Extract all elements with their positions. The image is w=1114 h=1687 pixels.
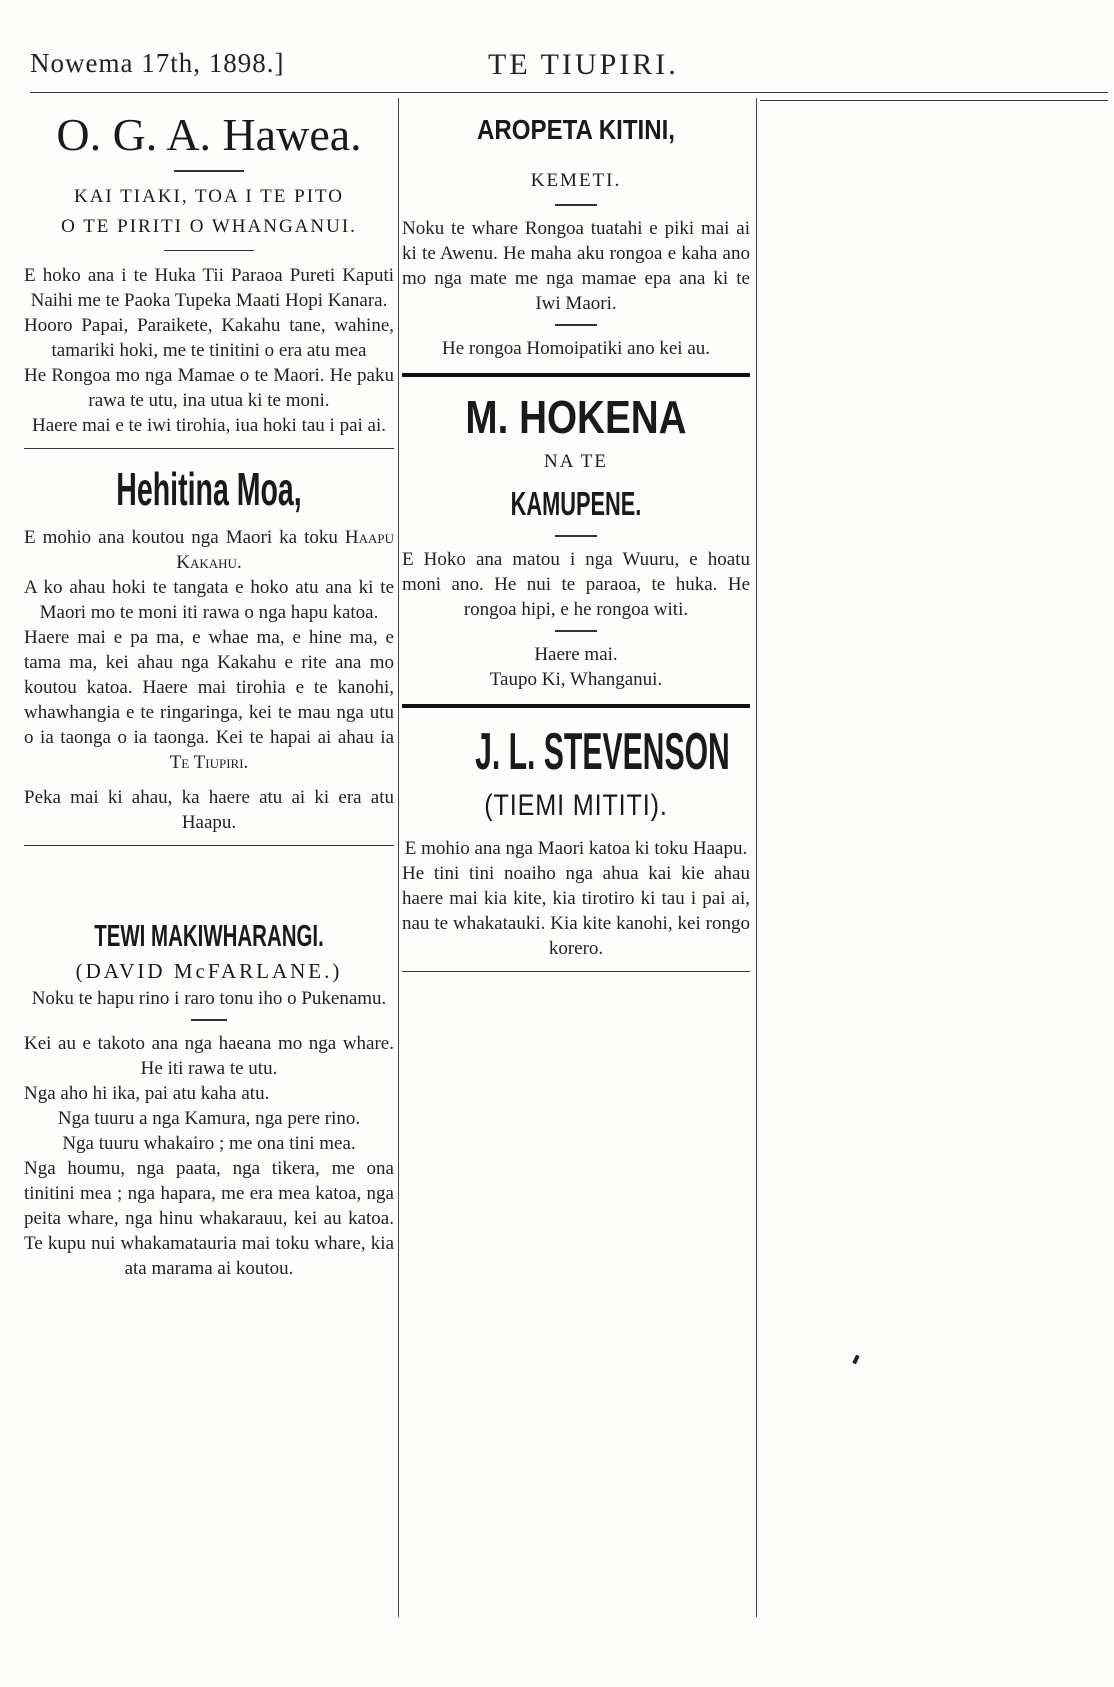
section-rule: [402, 704, 750, 708]
ad-stevenson-body: He tini tini noaiho nga ahua kai kie ahau haere mai kia kite, kia tirotiro ki tau i pai ai, nau te whakatauki. Kia kite kanohi, kei rongo korero.: [402, 863, 750, 959]
text-fragment: Haapu Kakahu: [176, 527, 394, 573]
section-rule: [402, 373, 750, 377]
text-fragment: .: [243, 752, 249, 773]
ad-hehitina-name: Hehitina Moa,: [116, 463, 302, 515]
ad-hokena-body: E Hoko ana matou i nga Wuuru, e hoatu moni ano. He nui te paraoa, te huka. He rongoa hipi, e he rongoa witi.: [402, 549, 750, 620]
ad-tewi-name: TEWI MAKIWHARANGI.: [94, 918, 324, 953]
section-rule: [402, 971, 750, 972]
ad-hawea-body: Hooro Papai, Paraikete, Kakahu tane, wahine, tamariki hoki, me te tinitini o era atu mea: [24, 315, 394, 361]
ad-hokena: [402, 389, 750, 692]
ad-hokena-name: M. HOKENA: [465, 391, 687, 443]
ad-hawea-name: O. G. A. Hawea.: [56, 109, 362, 160]
ad-aropeta-body: Noku te whare Rongoa tuatahi e piki mai ai ki te Awenu. He maha aku rongoa e kaha ano mo nga mate me nga mamae epa ana ki te Iwi Maori.: [402, 218, 750, 314]
ad-hokena-body: Taupo Ki, Whanganui.: [489, 669, 663, 690]
column-divider-1: [398, 98, 399, 1617]
ad-stevenson: [402, 720, 750, 961]
ad-stevenson-body: E mohio ana nga Maori katoa ki toku Haapu.: [404, 838, 748, 859]
ad-aropeta-name: AROPETA KITINI,: [476, 114, 675, 145]
ad-tewi-body: Nga tuuru whakairo ; me ona tini mea.: [62, 1133, 356, 1154]
ad-stevenson-sub: (TIEMI MITITI).: [484, 789, 668, 822]
text-fragment: Haere mai e pa ma, e whae ma, e hine ma, e tama ma, kei ahau nga Kakahu e rite ana mo koutou katoa. Haere mai tirohia e te kanohi, whawhangia e te ringaringa, kei te mau nga utu o ia taonga o ia taonga. Kei te hapai ai ahau ia: [24, 627, 394, 748]
column-divider-2: [756, 98, 757, 1617]
ad-tewi-body: Nga houmu, nga paata, nga tikera, me ona tinitini mea ; nga hapara, me era mea katoa, nga peita whare, nga hinu whakarauu, kei au katoa. Te kupu nui whakamatauria mai toku whare, kia ata marama ai koutou.: [24, 1158, 394, 1279]
text-fragment: .: [236, 552, 242, 573]
header-rule-right: [760, 100, 1108, 101]
ad-hehitina: [24, 459, 394, 835]
ad-hokena-kamupene: KAMUPENE.: [510, 485, 642, 522]
spacer: [24, 775, 394, 785]
ad-tewi-body: Nga tuuru a nga Kamura, nga pere rino.: [57, 1108, 361, 1129]
divider: [555, 630, 597, 632]
ink-speck: [852, 1355, 859, 1365]
ad-tewi-sub: (DAVID McFARLANE.): [75, 959, 343, 983]
header-date: Nowema 17th, 1898.]: [30, 48, 285, 78]
header-rule: [30, 92, 1108, 93]
ad-hehitina-body: [24, 625, 394, 775]
divider: [555, 324, 597, 326]
ad-hehitina-body: [24, 525, 394, 575]
column-2: [402, 100, 750, 982]
column-1: [24, 100, 394, 1281]
divider: [555, 535, 597, 537]
ad-hawea-line2: O TE PIRITI O WHANGANUI.: [61, 216, 357, 237]
ad-tewi-body: Nga aho hi ika, pai atu kaha atu.: [24, 1083, 270, 1104]
ad-hokena-body: Haere mai.: [534, 644, 618, 665]
ad-hehitina-body: Peka mai ki ahau, ka haere atu ai ki era atu Haapu.: [24, 787, 394, 833]
ad-aropeta-sub: KEMETI.: [530, 170, 622, 191]
ad-hehitina-body: A ko ahau hoki te tangata e hoko atu ana ki te Maori mo te moni iti rawa o nga hapu katoa.: [24, 577, 394, 623]
ad-stevenson-name: J. L. STEVENSON: [475, 723, 730, 781]
ad-tewi-body: Kei au e takoto ana nga haeana mo nga whare. He iti rawa te utu.: [24, 1033, 394, 1079]
divider: [191, 1019, 227, 1021]
ad-hawea: [24, 108, 394, 438]
text-fragment: E mohio ana koutou nga Maori ka toku: [24, 527, 345, 548]
ad-aropeta: [402, 112, 750, 361]
ad-hawea-body: E hoko ana i te Huka Tii Paraoa Pureti Kaputi Naihi me te Paoka Tupeka Maati Hopi Kanara.: [24, 265, 394, 311]
ad-hawea-body: He Rongoa mo nga Mamae o te Maori. He paku rawa te utu, ina utua ki te moni.: [24, 365, 394, 411]
divider: [555, 204, 597, 206]
divider: [164, 250, 254, 251]
ad-tewi: [24, 918, 394, 1281]
text-fragment: Te Tiupiri: [169, 752, 244, 773]
page-title: TE TIUPIRI.: [488, 48, 679, 81]
ad-hawea-body: Haere mai e te iwi tirohia, iua hoki tau i pai ai.: [31, 415, 386, 436]
ad-aropeta-body: He rongoa Homoipatiki ano kei au.: [441, 338, 711, 359]
section-rule: [24, 845, 394, 846]
ad-tewi-body: Noku te hapu rino i raro tonu iho o Pukenamu.: [31, 988, 387, 1009]
ad-hawea-line1: KAI TIAKI, TOA I TE PITO: [73, 186, 345, 207]
divider: [174, 170, 244, 172]
ad-hokena-nate: NA TE: [543, 451, 608, 472]
section-rule: [24, 448, 394, 449]
